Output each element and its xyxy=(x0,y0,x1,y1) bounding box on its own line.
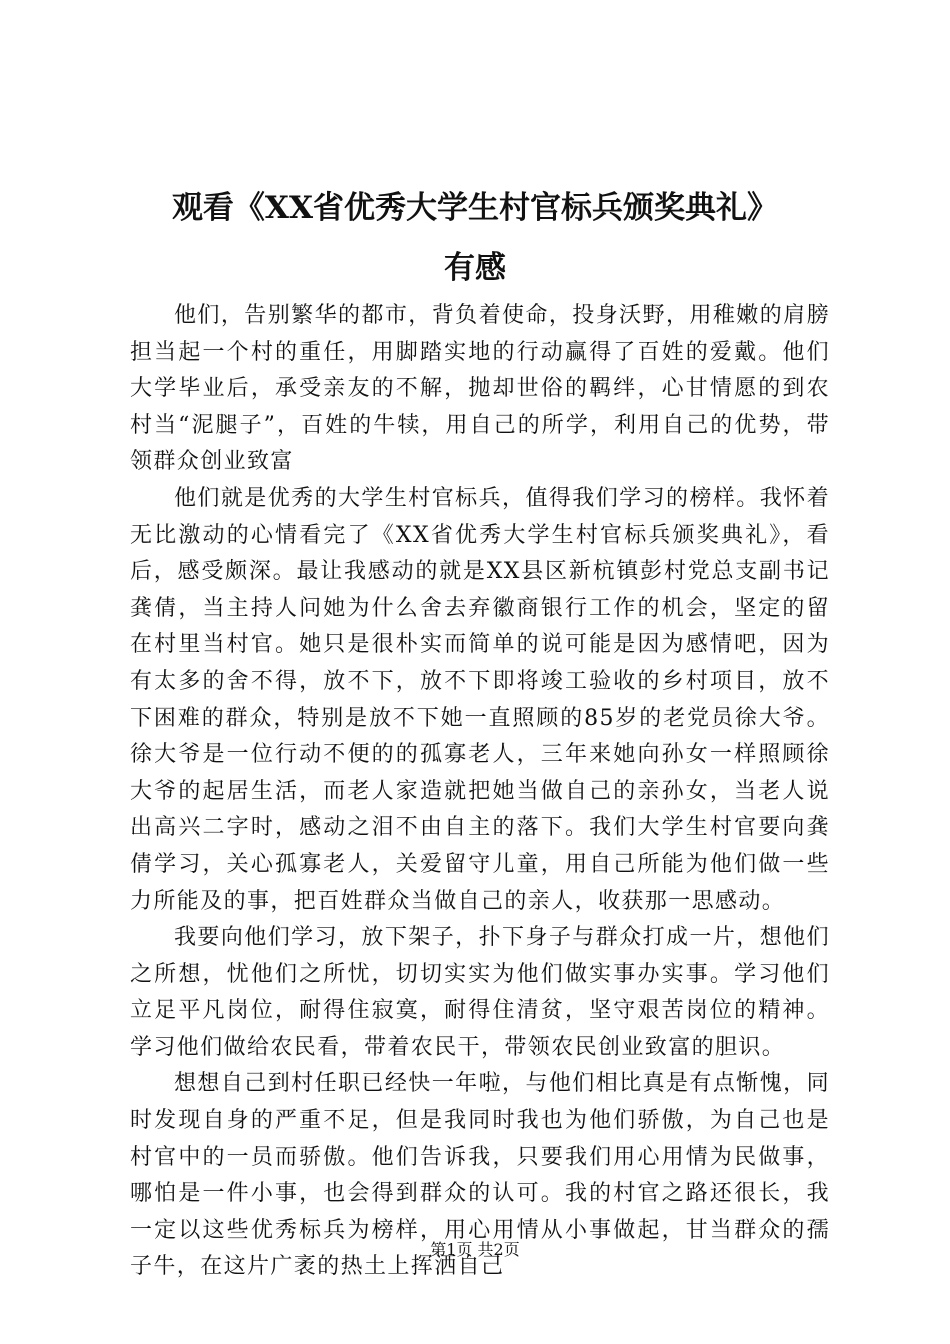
paragraph-4: 想想自己到村任职已经快一年啦，与他们相比真是有点惭愧，同时发现自身的严重不足，但是我同时我也为他们骄傲，为自己也是村官中的一员而骄傲。他们告诉我，只要我们用心用情为民做事，哪怕是一件小事，也会得到群众的认可。我的村官之路还很长，我一定以这些优秀标兵为榜样，用心用情从小事做起，甘当群众的孺子牛，在这片广袤的热土上挥洒自己 xyxy=(130,1071,830,1280)
document-body xyxy=(130,298,830,1286)
paragraph-3: 我要向他们学习，放下架子，扑下身子与群众打成一片，想他们之所想，忧他们之所忧，切切实实为他们做实事办实事。学习他们立足平凡岗位，耐得住寂寞，耐得住清贫，坚守艰苦岗位的精神。学习他们做给农民看，带着农民干，带领农民创业致富的胆识。 xyxy=(130,925,830,1060)
document-title xyxy=(120,186,830,306)
paragraph-1: 他们，告别繁华的都市，背负着使命，投身沃野，用稚嫩的肩膀担当起一个村的重任，用脚踏实地的行动赢得了百姓的爱戴。他们大学毕业后，承受亲友的不解，抛却世俗的羁绊，心甘情愿的到农村当“泥腿子”，百姓的牛犊，用自己的所学，利用自己的优势，带领群众创业致富 xyxy=(130,303,830,475)
page-number-footer: 第1页 共2页 xyxy=(430,1240,520,1259)
title-line-1: 观看《XX省优秀大学生村官标兵颁奖典礼》 xyxy=(171,190,779,226)
paragraph-2: 他们就是优秀的大学生村官标兵，值得我们学习的榜样。我怀着无比激动的心情看完了《XX省优秀大学生村官标兵颁奖典礼》，看后，感受颇深。最让我感动的就是XX县区新杭镇彭村党总支副书记龚倩，当主持人问她为什么舍去弃徽商银行工作的机会，坚定的留在村里当村官。她只是很朴实而简单的说可能是因为感情吧，因为有太多的舍不得，放不下，放不下即将竣工验收的乡村项目，放不下困难的群众，特别是放不下她一直照顾的85岁的老党员徐大爷。徐大爷是一位行动不便的的孤寡老人，三年来她向孙女一样照顾徐大爷的起居生活，而老人家造就把她当做自己的亲孙女，当老人说出高兴二字时，感动之泪不由自主的落下。我们大学生村官要向龚倩学习，关心孤寡老人，关爱留守儿童，用自己所能为他们做一些力所能及的事，把百姓群众当做自己的亲人，收获那一思感动。 xyxy=(130,485,830,914)
title-line-2: 有感 xyxy=(444,250,506,286)
